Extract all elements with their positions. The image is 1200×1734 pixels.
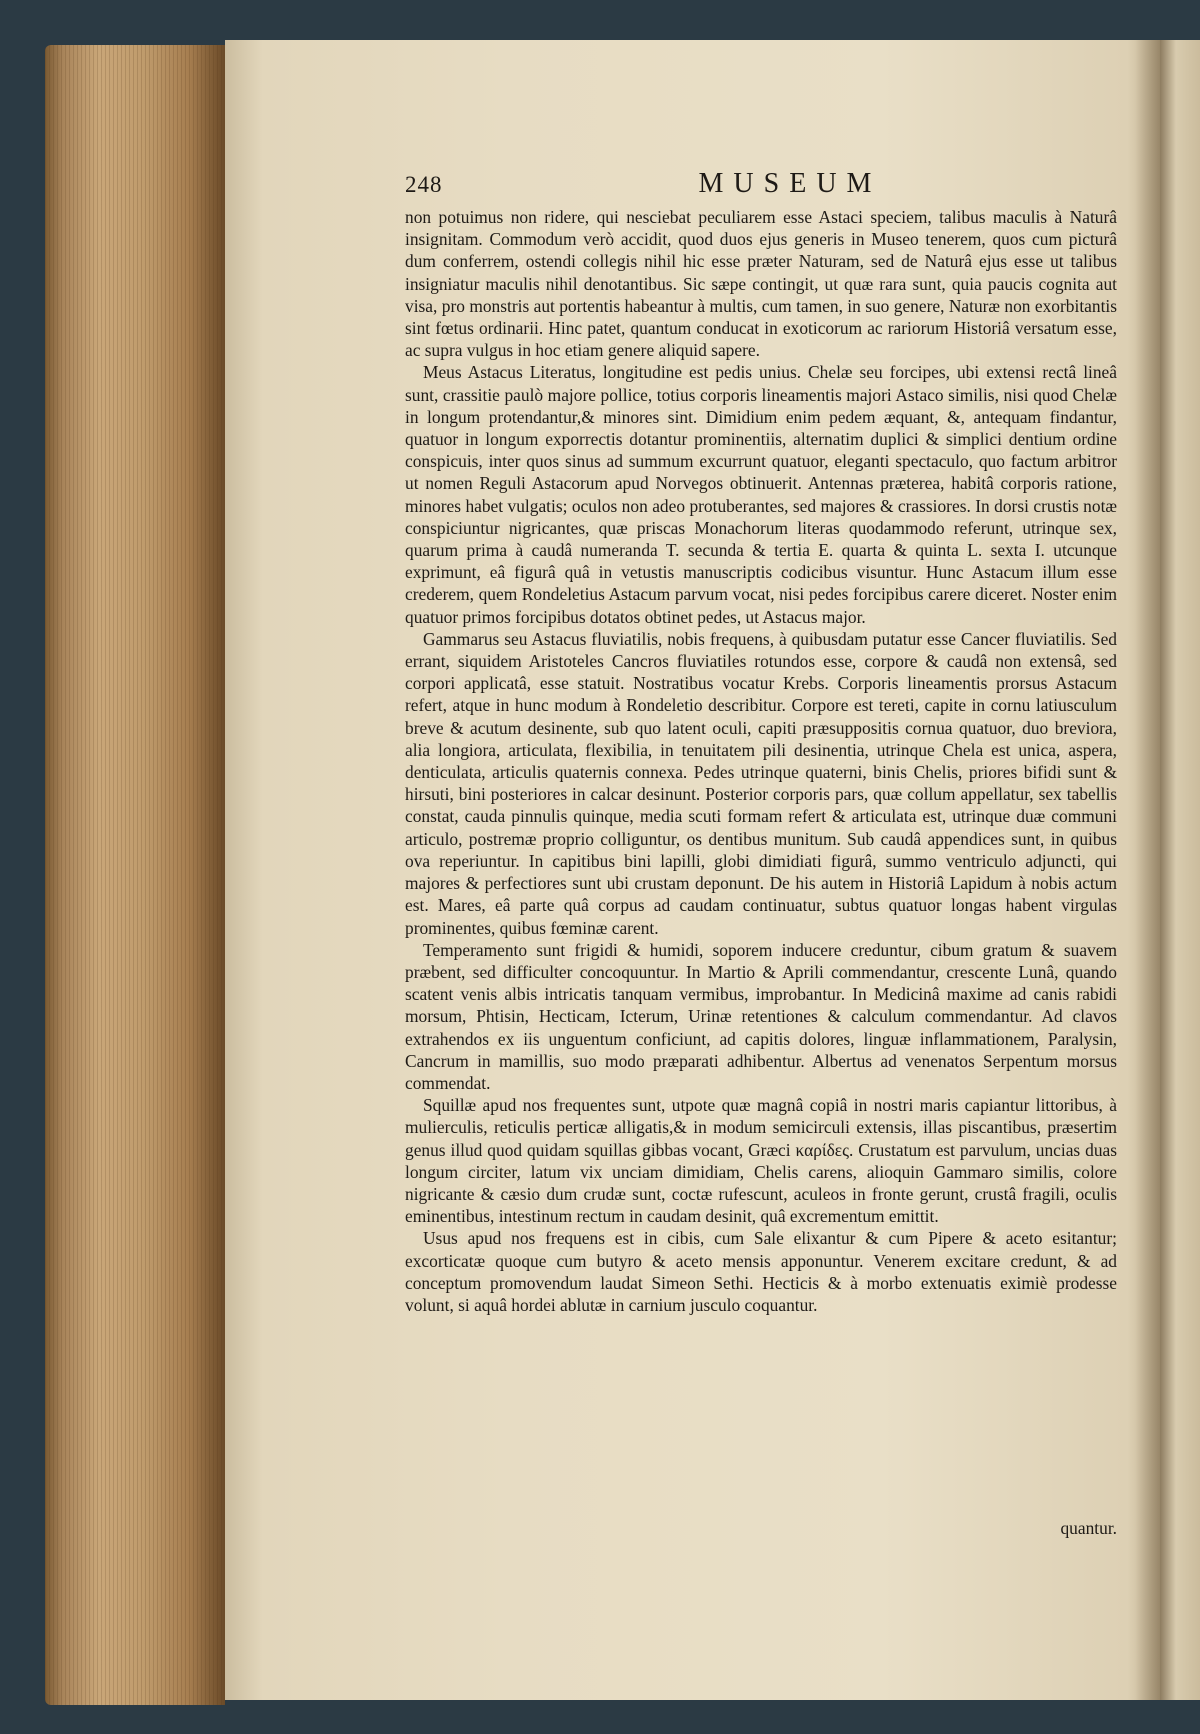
running-title: MUSEUM	[698, 168, 882, 199]
paragraph: Meus Astacus Literatus, longitudine est pedis unius. Chelæ seu forcipes, ubi extensi rectâ lineâ sunt, crassitie paulò majore pollice, totius corporis lineamentis majori Astaco similis, nisi quod Chelæ in longum protendantur,& minores sint. Dimidium enim pedem æquant, &, antequam findantur, quatuor in longum exporrectis dotantur prominentiis, alternatim duplici & simplici dentium ordine conspicuis, inter quos sinus ad summum excurrunt quatuor, eleganti spectaculo, quo factum arbitror ut nomen Reguli Astacorum apud Norvegos obtinuerit. Antennas præterea, habitâ corporis ratione, minores habet vulgatis; oculos non adeo protuberantes, sed majores & crassiores. In dorsi crustis notæ conspiciuntur nigricantes, quæ priscas Monachorum literas quodammodo referunt, utrinque sex, quarum prima à caudâ numeranda T. secunda & tertia E. quarta & quinta L. sexta I. utcunque exprimunt, eâ figurâ quâ in vetustis manuscriptis codicibus visuntur. Hunc Astacum illum esse crederem, quem Rondeletius Astacum parvum vocat, nisi pedes forcipibus carere diceret. Noster enim quatuor primos forcipibus dotatos obtinet pedes, ut Astacus major.	[405, 362, 1117, 627]
paragraph: Usus apud nos frequens est in cibis, cum Sale elixantur & cum Pipere & aceto esitantur; excorticatæ quoque cum butyro & aceto mensis apponuntur. Venerem excitare credunt, & ad conceptum promovendum laudat Simeon Sethi. Hecticis & à morbo extenuatis eximiè prodesse volunt, si aquâ hordei ablutæ in carnium jusculo coquantur.	[405, 1228, 1117, 1315]
book-fore-edge	[45, 45, 225, 1705]
paragraph: Gammarus seu Astacus fluviatilis, nobis frequens, à quibusdam putatur esse Cancer fluviatilis. Sed errant, siquidem Aristoteles Cancros fluviatiles rotundos esse, corpore & caudâ non extensâ, sed corpori applicatâ, esse statuit. Nostratibus vocatur Krebs. Corporis lineamentis prorsus Astacum refert, atque in hunc modum à Rondeletio describitur. Corpore est tereti, capite in cornu latiusculum breve & acutum desinente, sub quo latent oculi, capiti præsuppositis cornua quatuor, duo breviora, alia longiora, articulata, flexibilia, in tenuitatem pili desinentia, utrinque Chela est unica, aspera, denticulata, articulis quaternis connexa. Pedes utrinque quaterni, binis Chelis, priores bifidi sunt & hirsuti, bini posteriores in calcar desinunt. Posterior corporis pars, quæ collum appellatur, sex tabellis constat, cauda pinnulis quinque, media scuti formam refert & articulata est, utrinque duæ communi articulo, postremæ proprio colliguntur, os dentibus munitum. Sub caudâ appendices sunt, in quibus ova reperiuntur. In capitibus bini lapilli, globi dimidiati figurâ, summo ventriculo adjuncti, qui majores & perfectiores sunt ubi crustam deponunt. De his autem in Historiâ Lapidum à nobis actum est. Mares, eâ parte quâ corpus ad caudam continuatur, subtus quatuor longas habent virgulas prominentes, quibus fœminæ carent.	[405, 628, 1117, 938]
paragraph: Squillæ apud nos frequentes sunt, utpote quæ magnâ copiâ in nostri maris capiantur littoribus, à mulierculis, reticulis perticæ alligatis,& in modum semicirculi extensis, illas piscantibus, præsertim genus illud quod quidam squillas gibbas vocant, Græci καρίδες. Crustatum est parvulum, uncias duas longum circiter, latum vix unciam dimidiam, Chelis carens, alioquin Gammaro similis, colore nigricante & cæsio dum crudæ sunt, coctæ rufescunt, aculeos in fronte gerunt, crustâ fragili, oculis eminentibus, intestinum rectum in caudam desinit, quâ excrementum emittit.	[405, 1095, 1117, 1227]
catchword: quantur.	[1060, 1518, 1117, 1538]
body-text	[405, 206, 1117, 1316]
facing-page-edge	[1160, 40, 1200, 1700]
paragraph: non potuimus non ridere, qui nesciebat peculiarem esse Astaci speciem, talibus maculis à Naturâ insignitam. Commodum verò accidit, quod duos ejus generis in Museo tenerem, quos cum picturâ dum conferrem, ostendi collegis nihil hic esse præter Naturam, sed de Naturâ ejus esse ut talibus insigniatur maculis nihil denotantibus. Sic sæpe contingit, ut quæ rara sunt, quia paucis cognita aut visa, pro monstris aut portentis habeantur à multis, cum tamen, in suo genere, Naturæ non exorbitantis sint fœtus ordinarii. Hinc patet, quantum conducat in exoticorum ac rariorum Historiâ versatum esse, ac supra vulgus in hoc etiam genere aliquid sapere.	[405, 207, 1117, 361]
paragraph: Temperamento sunt frigidi & humidi, soporem inducere creduntur, cibum gratum & suavem præbent, sed difficulter concoquuntur. In Martio & Aprili commendantur, crescente Lunâ, quando scatent venis albis intricatis tanquam vermibus, improbantur. In Medicinâ maxime ad canis rabidi morsum, Phtisin, Hecticam, Icterum, Urinæ retentiones & calculum commendantur. Ad clavos extrahendos ex iis unguentum conficiunt, ad capitis dolores, linguæ inflammationem, Paralysin, Cancrum in mamillis, suo modo præparati adhibentur. Albertus ad venenatos Serpentum morsus commendat.	[405, 939, 1117, 1093]
page-header	[405, 168, 1135, 202]
page-number: 248	[405, 172, 443, 197]
